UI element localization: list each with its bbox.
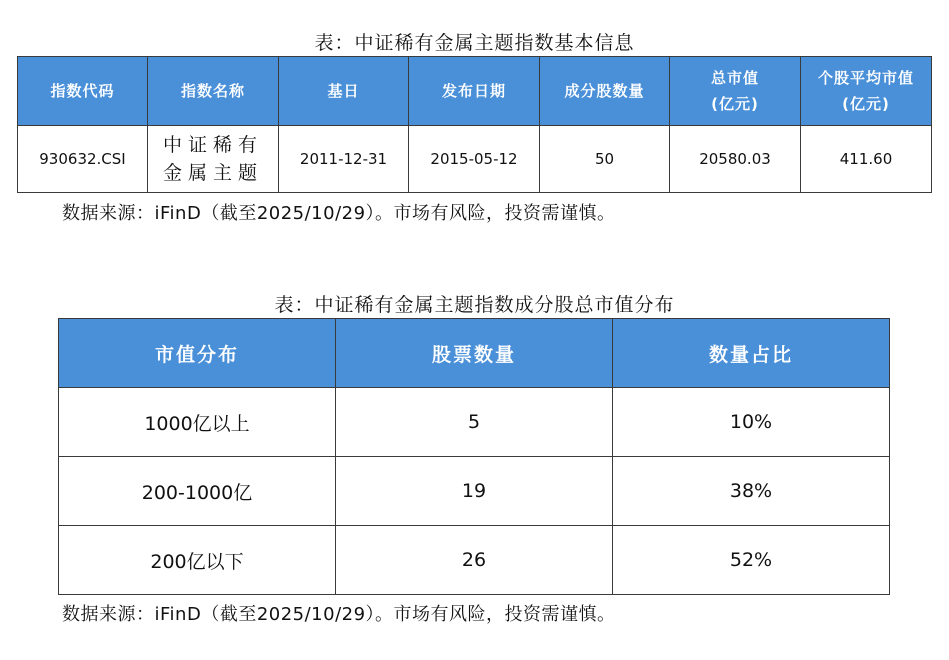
cell-index-code: 930632.CSI [18,126,148,193]
header-avg-mcap-label: 个股平均市值 [817,69,914,87]
cell-share: 52% [613,526,890,595]
table-header-row [59,319,890,388]
header-total-mcap [670,57,801,126]
cell-index-name [148,126,279,193]
cell-range: 200-1000亿 [59,457,336,526]
header-release-date: 发布日期 [409,57,540,126]
header-index-code: 指数代码 [18,57,148,126]
cell-share: 38% [613,457,890,526]
header-constituents: 成分股数量 [540,57,670,126]
table1-source: 数据来源：iFinD（截至2025/10/29）。市场有风险，投资需谨慎。 [62,203,616,224]
index-name-line2: 金属主题 [162,162,263,184]
table-row [18,126,932,193]
cell-count: 26 [336,526,613,595]
cell-constituents: 50 [540,126,670,193]
cell-count: 19 [336,457,613,526]
header-avg-mcap [801,57,932,126]
cell-total-mcap: 20580.03 [670,126,801,193]
table-row [59,526,890,595]
header-index-name: 指数名称 [148,57,279,126]
header-total-mcap-label: 总市值 [710,69,759,87]
table2-caption: 表：中证稀有金属主题指数成分股总市值分布 [274,294,675,316]
cell-range: 1000亿以上 [59,388,336,457]
header-mcap-range: 市值分布 [59,319,336,388]
cell-avg-mcap: 411.60 [801,126,932,193]
header-stock-count: 股票数量 [336,319,613,388]
table-row [59,388,890,457]
cell-share: 10% [613,388,890,457]
index-name-line1: 中证稀有 [162,134,263,156]
cell-release-date: 2015-05-12 [409,126,540,193]
header-total-mcap-unit: (亿元) [711,95,759,113]
table2-source: 数据来源：iFinD（截至2025/10/29）。市场有风险，投资需谨慎。 [62,604,616,625]
header-avg-mcap-unit: (亿元) [842,95,890,113]
table-row [59,457,890,526]
header-count-share: 数量占比 [613,319,890,388]
cell-base-date: 2011-12-31 [279,126,409,193]
table-header-row [18,57,932,126]
table1-caption: 表：中证稀有金属主题指数基本信息 [314,32,635,54]
index-info-table [17,56,932,193]
cell-range: 200亿以下 [59,526,336,595]
header-base-date: 基日 [279,57,409,126]
cell-count: 5 [336,388,613,457]
mcap-distribution-table [58,318,890,595]
